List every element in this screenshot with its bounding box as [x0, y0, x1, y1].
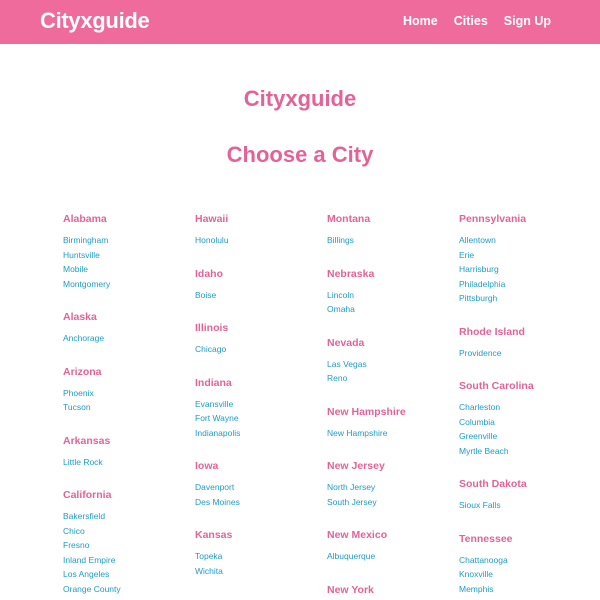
city-list-item	[63, 524, 188, 539]
city-link[interactable]: Honolulu	[195, 235, 229, 245]
city-link[interactable]: Knoxville	[459, 569, 494, 579]
city-link[interactable]: Phoenix	[63, 387, 94, 398]
city-link[interactable]: Reno	[327, 373, 348, 383]
state-section	[459, 380, 584, 458]
city-list-item	[63, 509, 188, 524]
state-column-2	[195, 213, 320, 598]
city-link[interactable]: Providence	[459, 347, 502, 358]
city-list-item	[63, 386, 188, 401]
city-list-item	[195, 233, 320, 248]
city-list	[459, 400, 584, 458]
state-heading: New Hampshire	[327, 405, 406, 418]
city-list	[327, 233, 452, 248]
city-link[interactable]: Chicago	[195, 344, 227, 354]
city-link[interactable]: Chico	[63, 525, 85, 536]
state-section	[63, 489, 188, 596]
state-column-1	[63, 213, 188, 600]
city-list-item	[195, 495, 320, 510]
state-section	[63, 311, 188, 346]
city-link[interactable]: Columbia	[459, 416, 495, 427]
nav-links	[403, 14, 551, 28]
city-list	[459, 553, 584, 597]
city-link[interactable]: Fresno	[63, 540, 90, 550]
state-section	[327, 268, 452, 317]
city-link[interactable]: Chattanooga	[459, 554, 508, 565]
state-heading: Nebraska	[327, 267, 375, 280]
state-heading: Nevada	[327, 336, 365, 349]
city-link[interactable]: Birmingham	[63, 235, 109, 245]
city-list-item	[195, 288, 320, 303]
state-heading: New York	[327, 583, 374, 596]
state-heading: Arkansas	[63, 434, 111, 447]
state-column-3	[327, 213, 452, 600]
city-list-item	[459, 582, 584, 597]
city-list-item	[327, 357, 452, 372]
city-link[interactable]: Des Moines	[195, 496, 240, 507]
city-list-item	[327, 549, 452, 564]
state-heading: Montana	[327, 213, 371, 225]
city-list	[459, 346, 584, 361]
city-list	[459, 498, 584, 513]
city-list-item	[459, 553, 584, 568]
state-section	[327, 406, 452, 441]
city-list-item	[195, 397, 320, 412]
city-list	[195, 288, 320, 303]
city-list-item	[459, 429, 584, 444]
city-list	[63, 509, 188, 596]
state-heading: Alabama	[63, 213, 107, 225]
state-section	[195, 377, 320, 441]
state-section	[459, 533, 584, 597]
state-section	[327, 213, 452, 248]
city-list-item	[459, 233, 584, 248]
city-list-item	[195, 480, 320, 495]
city-list	[327, 480, 452, 509]
city-list	[195, 233, 320, 248]
city-link[interactable]: Mobile	[63, 264, 89, 274]
city-link[interactable]: North Jersey	[327, 482, 376, 492]
city-list	[327, 357, 452, 386]
city-link[interactable]: Fort Wayne	[195, 413, 239, 423]
city-list	[195, 342, 320, 357]
city-list-item	[63, 262, 188, 277]
nav-link-home[interactable]: Home	[403, 14, 438, 28]
city-list-item	[195, 342, 320, 357]
city-list-item	[195, 549, 320, 564]
city-list	[63, 233, 188, 291]
city-link[interactable]: Myrtle Beach	[459, 445, 509, 456]
city-list	[327, 288, 452, 317]
city-link[interactable]: Erie	[459, 249, 475, 260]
city-link[interactable]: Anchorage	[63, 333, 105, 343]
state-section	[459, 326, 584, 361]
state-heading: New Mexico	[327, 529, 388, 541]
city-link[interactable]: Huntsville	[63, 249, 100, 260]
city-list-item	[195, 564, 320, 579]
city-link[interactable]: Charleston	[459, 402, 501, 412]
city-list-item	[63, 233, 188, 248]
city-list-item	[63, 455, 188, 470]
city-list-item	[459, 400, 584, 415]
city-link[interactable]: Memphis	[459, 583, 494, 594]
city-list-item	[459, 262, 584, 277]
state-heading: Hawaii	[195, 213, 229, 225]
navbar	[0, 0, 600, 44]
city-list-item	[327, 495, 452, 510]
city-link[interactable]: Lincoln	[327, 289, 354, 300]
state-heading: New Jersey	[327, 460, 385, 472]
city-link[interactable]: Boise	[195, 289, 217, 300]
city-link[interactable]: South Jersey	[327, 496, 377, 507]
state-heading: Tennessee	[459, 532, 513, 545]
city-list-item	[327, 371, 452, 386]
state-section	[459, 213, 584, 306]
city-list-item	[459, 444, 584, 459]
state-section	[195, 268, 320, 303]
state-section	[327, 529, 452, 564]
state-heading: Kansas	[195, 529, 233, 541]
city-list-item	[63, 400, 188, 415]
state-heading: Idaho	[195, 267, 223, 280]
city-list-item	[459, 277, 584, 292]
city-link[interactable]: Bakersfield	[63, 511, 106, 521]
city-list	[195, 549, 320, 578]
state-heading: South Carolina	[459, 380, 534, 392]
city-link[interactable]: Greenville	[459, 431, 498, 441]
city-list-item	[459, 291, 584, 306]
state-column-4	[459, 213, 584, 600]
city-link[interactable]: Philadelphia	[459, 278, 506, 289]
city-link[interactable]: Allentown	[459, 235, 496, 245]
state-section	[195, 460, 320, 509]
state-section	[63, 435, 188, 470]
city-link[interactable]: Inland Empire	[63, 554, 116, 565]
state-section	[195, 322, 320, 357]
city-link[interactable]: Tucson	[63, 402, 91, 412]
city-list-item	[459, 248, 584, 263]
city-link[interactable]: Wichita	[195, 565, 223, 576]
city-link[interactable]: Orange County	[63, 583, 121, 594]
city-list-item	[327, 426, 452, 441]
city-list-item	[327, 302, 452, 317]
city-link[interactable]: Albuquerque	[327, 551, 376, 561]
state-heading: Arizona	[63, 365, 102, 378]
city-list	[327, 426, 452, 441]
city-list	[63, 331, 188, 346]
city-list-item	[459, 567, 584, 582]
city-list-item	[63, 567, 188, 582]
city-link[interactable]: Topeka	[195, 551, 223, 561]
city-list-item	[195, 426, 320, 441]
state-heading: Indiana	[195, 376, 232, 389]
city-link[interactable]: New Hampshire	[327, 427, 388, 438]
city-list-item	[63, 277, 188, 292]
city-list-item	[63, 582, 188, 597]
city-link[interactable]: Harrisburg	[459, 264, 499, 274]
nav-link-sign-up[interactable]: Sign Up	[503, 14, 551, 28]
nav-link-cities[interactable]: Cities	[453, 14, 488, 28]
page-heading: Choose a City	[226, 142, 374, 167]
city-list-item	[63, 331, 188, 346]
city-link[interactable]: Pittsburgh	[459, 293, 498, 303]
city-list	[195, 480, 320, 509]
state-heading: Illinois	[195, 322, 229, 334]
state-section	[63, 366, 188, 415]
city-list	[327, 549, 452, 564]
state-section	[327, 337, 452, 386]
city-list-item	[195, 411, 320, 426]
city-link[interactable]: Los Angeles	[63, 569, 110, 579]
state-heading: South Dakota	[459, 478, 527, 490]
city-link[interactable]: Indianapolis	[195, 427, 241, 438]
state-section	[327, 460, 452, 509]
state-section	[459, 478, 584, 513]
city-list-item	[327, 288, 452, 303]
site-title: Cityxguide	[243, 86, 357, 111]
city-list-item	[459, 415, 584, 430]
city-link[interactable]: Las Vegas	[327, 358, 367, 369]
city-list	[63, 386, 188, 415]
city-list-item	[327, 480, 452, 495]
state-section	[195, 213, 320, 248]
city-link[interactable]: Evansville	[195, 398, 234, 409]
city-list	[459, 233, 584, 306]
brand-logo-link[interactable]: Cityxguide	[40, 8, 150, 33]
state-heading: Iowa	[195, 460, 219, 472]
city-list-item	[63, 538, 188, 553]
city-list-item	[327, 233, 452, 248]
city-list-item	[63, 553, 188, 568]
city-link[interactable]: Omaha	[327, 304, 355, 314]
city-list-item	[63, 248, 188, 263]
city-link[interactable]: Davenport	[195, 482, 235, 492]
city-list-item	[459, 498, 584, 513]
state-section	[195, 529, 320, 578]
city-list	[63, 455, 188, 470]
state-heading: Pennsylvania	[459, 213, 527, 225]
city-list-item	[459, 346, 584, 361]
city-link[interactable]: Little Rock	[63, 456, 103, 467]
state-section	[63, 213, 188, 291]
city-link[interactable]: Billings	[327, 235, 354, 245]
city-link[interactable]: Sioux Falls	[459, 500, 501, 510]
state-heading: Alaska	[63, 311, 97, 323]
state-section	[327, 584, 452, 597]
state-heading: California	[63, 489, 112, 501]
city-link[interactable]: Montgomery	[63, 278, 111, 289]
city-list	[195, 397, 320, 441]
state-heading: Rhode Island	[459, 325, 525, 338]
